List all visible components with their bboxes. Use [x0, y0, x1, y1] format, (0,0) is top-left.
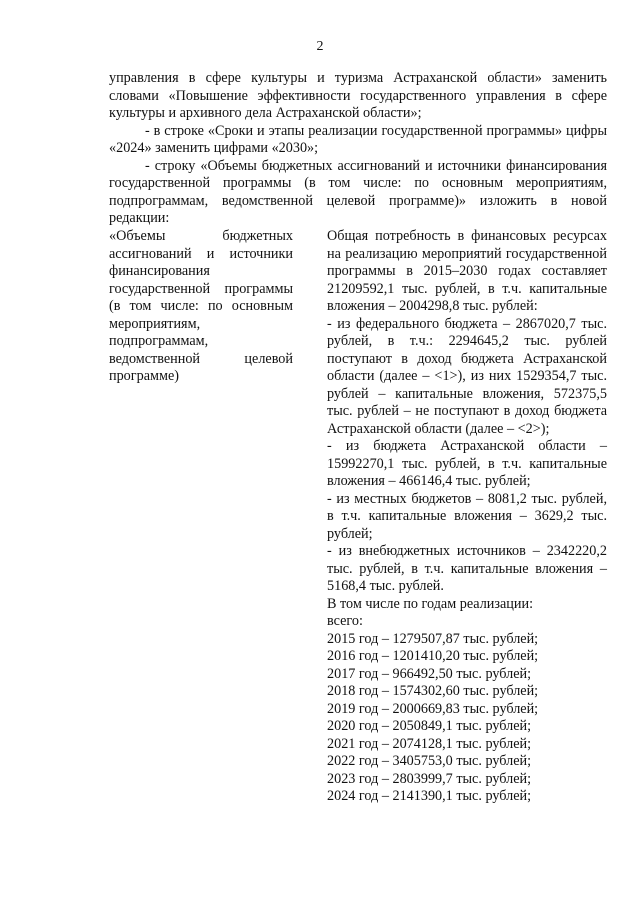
row-label-column: «Объемы бюджетных ассигнований и источники финансирования государственной программы (в том числе: по основным мероприятиям, подпрограммам, ведомственной целевой программе): [109, 228, 293, 384]
intro-paragraph: - строку «Объемы бюджетных ассигнований и источники финансирования государственной программы (в том числе: по основным мероприятиям, подпрограммам, ведомственной целевой программе)» изложить в новой редакции:: [109, 157, 607, 226]
year-line: 2019 год – 2000669,83 тыс. рублей;: [327, 700, 539, 717]
year-line: 2017 год – 966492,50 тыс. рублей;: [327, 665, 532, 682]
regional-budget-paragraph: - из бюджета Астраханской области – 15992270,1 тыс. рублей, в т.ч. капитальные вложения – 466146,4 тыс. рублей;: [327, 438, 607, 489]
funding-details-column: [327, 228, 607, 806]
year-line: 2016 год – 1201410,20 тыс. рублей;: [327, 648, 539, 664]
intro-paragraph: управления в сфере культуры и туризма Астраханской области» заменить словами «Повышение эффективности государственного управления в сфере культуры и архивного дела Астраханской области»;: [109, 70, 607, 121]
total-label: всего:: [327, 613, 363, 629]
extrabudgetary-paragraph: - из внебюджетных источников – 2342220,2 тыс. рублей, в т.ч. капитальные вложения – 5168,4 тыс. рублей.: [327, 543, 607, 594]
year-line: 2020 год – 2050849,1 тыс. рублей;: [327, 718, 532, 734]
intro-paragraph: - в строке «Сроки и этапы реализации государственной программы» цифры «2024» заменить цифрами «2030»;: [109, 122, 607, 156]
year-line: 2023 год – 2803999,7 тыс. рублей;: [327, 770, 532, 787]
funding-total-paragraph: Общая потребность в финансовых ресурсах на реализацию мероприятий государственной программы в 2015–2030 годах составляет 21209592,1 тыс. рублей, в т.ч. капитальные вложения – 2004298,8 тыс. рублей:: [327, 228, 607, 314]
year-line: 2022 год – 3405753,0 тыс. рублей;: [327, 753, 532, 769]
local-budget-paragraph: - из местных бюджетов – 8081,2 тыс. рублей, в т.ч. капитальные вложения – 3629,2 тыс. рублей;: [327, 490, 607, 542]
year-line: 2024 год – 2141390,1 тыс. рублей;: [327, 788, 532, 804]
by-years-heading: В том числе по годам реализации:: [327, 595, 534, 612]
year-line: 2018 год – 1574302,60 тыс. рублей;: [327, 683, 539, 699]
intro-text: [109, 70, 607, 228]
year-line: 2015 год – 1279507,87 тыс. рублей;: [327, 630, 539, 647]
federal-budget-paragraph: - из федерального бюджета – 2867020,7 тыс. рублей, в т.ч.: 2294645,2 тыс. рублей поступают в доход бюджета Астраханской области (далее – <1>), из них 1529354,7 тыс. рублей – капитальные вложения, 572375,5 тыс. рублей – не поступают в доход бюджета Астраханской области (далее – <2>);: [327, 315, 607, 437]
page-number: 2: [316, 39, 324, 54]
year-line: 2021 год – 2074128,1 тыс. рублей;: [327, 735, 532, 752]
